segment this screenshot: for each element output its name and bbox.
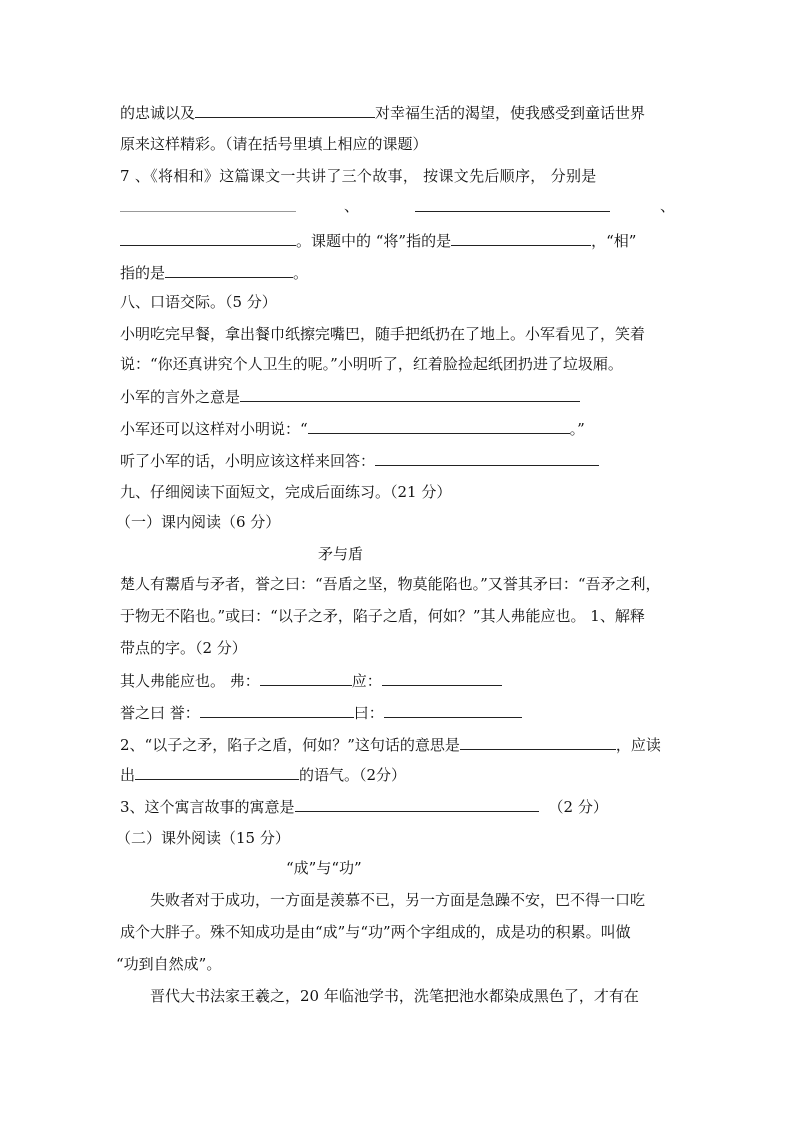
line-6	[120, 262, 308, 283]
text: 2、“以子之矛，陷子之盾，何如？”这句话的意思是	[120, 736, 460, 754]
question-line	[120, 764, 406, 785]
text: （2 分）	[548, 798, 608, 816]
passage-line: 成个大胖子。殊不知成功是由“成”与“功”两个字组成的，成是功的积累。叫做	[120, 923, 631, 941]
passage-line: 于物无不陷也。”或曰：“以子之矛，陷子之盾，何如？”其人弗能应也。 1、解释	[120, 607, 645, 625]
passage-title: 矛与盾	[318, 545, 364, 563]
section-9-title: 九、仔细阅读下面短文，完成后面练习。（21 分）	[120, 483, 452, 501]
question-line: 带点的字。（2 分）	[120, 639, 247, 657]
text: 曰：	[353, 704, 384, 722]
text: 小军的言外之意是	[120, 388, 241, 406]
question-line	[120, 670, 502, 691]
answer-blank[interactable]	[260, 670, 352, 686]
passage-line: 楚人有鬻盾与矛者，誉之曰：“吾盾之坚，物莫能陷也。”又誉其矛曰：“吾矛之利，	[120, 575, 661, 593]
question-line	[120, 418, 585, 439]
question-line	[120, 450, 599, 471]
passage-line: 失败者对于成功，一方面是羡慕不已，另一方面是急躁不安，巴不得一口吃	[150, 891, 646, 909]
separator: 、	[344, 197, 360, 215]
answer-blank[interactable]	[120, 230, 296, 246]
answer-blank[interactable]	[295, 796, 539, 812]
separator: 、	[660, 197, 676, 215]
text: 听了小军的话，小明应该这样来回答：	[120, 452, 376, 470]
paragraph-line: 小明吃完早餐，拿出餐巾纸擦完嘴巴，随手把纸扔在了地上。小军看见了，笑着	[120, 325, 646, 343]
text: 小军还可以这样对小明说：“	[120, 420, 308, 438]
answer-blank[interactable]	[165, 262, 293, 278]
answer-blank[interactable]	[451, 230, 591, 246]
text: 指的是	[120, 264, 166, 282]
answer-blank[interactable]	[200, 702, 354, 718]
answer-blank[interactable]	[460, 734, 616, 750]
question-line	[120, 386, 580, 407]
line-5	[120, 230, 636, 251]
text: 对幸福生活的渴望，使我感受到童话世界	[375, 104, 646, 122]
subsection-title: （一）课内阅读（6 分）	[116, 513, 281, 531]
text: 应：	[351, 672, 382, 690]
line-2: 原来这样精彩。（请在括号里填上相应的课题）	[120, 135, 428, 153]
text: 。	[293, 264, 309, 282]
text: 的语气。（2分）	[299, 766, 407, 784]
answer-blank[interactable]	[384, 702, 522, 718]
answer-blank[interactable]	[195, 102, 375, 118]
question-line	[120, 734, 661, 755]
text: ，应读	[615, 736, 661, 754]
text: 其人弗能应也。 弗：	[120, 672, 260, 690]
question-line	[120, 796, 608, 817]
text: ，“相”	[591, 232, 637, 250]
answer-blank[interactable]	[382, 670, 502, 686]
answer-blank[interactable]	[415, 196, 610, 212]
answer-blank[interactable]	[135, 764, 299, 780]
text: 出	[120, 766, 136, 784]
subsection-title: （二）课外阅读（15 分）	[116, 829, 290, 847]
answer-blank[interactable]	[375, 450, 599, 466]
text: 誉之曰 誉：	[120, 704, 200, 722]
passage-line: 晋代大书法家王羲之，20 年临池学书，洗笔把池水都染成黑色了，才有在	[150, 987, 639, 1005]
question-line	[120, 702, 522, 723]
text: 的忠诚以及	[120, 104, 196, 122]
text: 。”	[569, 420, 585, 438]
answer-blank[interactable]	[308, 418, 570, 434]
passage-title: “成”与“功”	[286, 859, 362, 877]
passage-line: “功到自然成”。	[116, 955, 222, 973]
answer-blank[interactable]	[240, 386, 580, 402]
question-7: 7 、《将相和》这篇课文一共讲了三个故事， 按课文先后顺序， 分别是	[120, 167, 597, 185]
text: 。课题中的 “将”指的是	[296, 232, 452, 250]
section-8-title: 八、口语交际。（5 分）	[120, 293, 277, 311]
text: 3、这个寓言故事的寓意是	[120, 798, 295, 816]
answer-blank[interactable]	[120, 196, 296, 212]
paragraph-line: 说：“你还真讲究个人卫生的呢。”小明听了，红着脸捡起纸团扔进了垃圾厢。	[120, 355, 623, 373]
line-1	[120, 102, 645, 123]
